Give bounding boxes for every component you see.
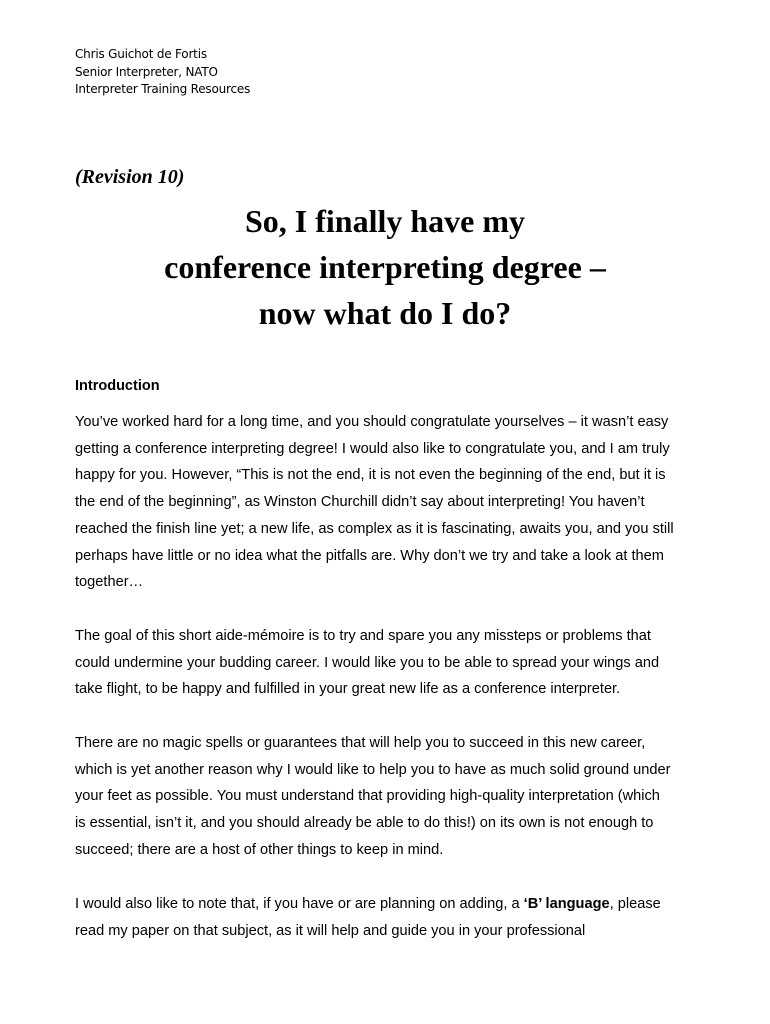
text-line: read my paper on that subject, as it will help and guide you in your professional [75, 922, 586, 939]
document-header [75, 46, 250, 99]
paragraph-3 [75, 730, 715, 864]
text-line: succeed; there are a host of other things to keep in mind. [75, 841, 444, 858]
text-line: happy for you. However, “This is not the end, it is not even the beginning of the end, but it is [75, 467, 666, 484]
text-line: You’ve worked hard for a long time, and you should congratulate yourselves – it wasn’t easy [75, 414, 669, 430]
text-line: your feet as possible. You must understand that providing high-quality interpretation (which [75, 788, 660, 805]
text-line: The goal of this short aide-mémoire is to try and spare you any missteps or problems that [75, 628, 651, 644]
revision-label: (Revision 10) [75, 166, 185, 188]
text-line [75, 891, 715, 918]
text-run: , please [609, 896, 661, 912]
title-line: So, I finally have my [244, 203, 526, 239]
title-line: now what do I do? [258, 295, 512, 331]
text-line: could undermine your budding career. I would like you to be able to spread your wings and [75, 654, 660, 671]
text-line: which is yet another reason why I would like to help you to have as much solid ground under [75, 761, 671, 778]
text-run: I would also like to note that, if you have or are planning on adding, a [75, 896, 524, 912]
author-name: Chris Guichot de Fortis [75, 47, 207, 61]
section-heading-introduction: Introduction [75, 378, 160, 394]
b-language-term: ‘B’ language [523, 896, 610, 912]
text-line: getting a conference interpreting degree! I would also like to congratulate you, and I am truly [75, 440, 670, 457]
text-line: the end of the beginning”, as Winston Churchill didn’t say about interpreting! You haven’t [75, 494, 645, 511]
author-role: Senior Interpreter, NATO [75, 64, 218, 79]
paragraph-1 [75, 409, 715, 596]
text-line: There are no magic spells or guarantees that will help you to succeed in this new career, [75, 735, 646, 751]
paragraph-4 [75, 891, 715, 944]
title-line: conference interpreting degree – [164, 249, 606, 285]
text-line: together… [75, 574, 144, 591]
document-title [0, 198, 770, 336]
text-line: take flight, to be happy and fulfilled in your great new life as a conference interpreter. [75, 681, 621, 698]
series-name: Interpreter Training Resources [75, 82, 251, 96]
text-line: perhaps have little or no idea what the pitfalls are. Why don’t we try and take a look at them [75, 547, 664, 564]
paragraph-2 [75, 623, 715, 703]
text-line: reached the finish line yet; a new life, as complex as it is fascinating, awaits you, and you still [75, 520, 674, 537]
text-line: is essential, isn’t it, and you should already be able to do this!) on its own is not enough to [75, 815, 654, 832]
